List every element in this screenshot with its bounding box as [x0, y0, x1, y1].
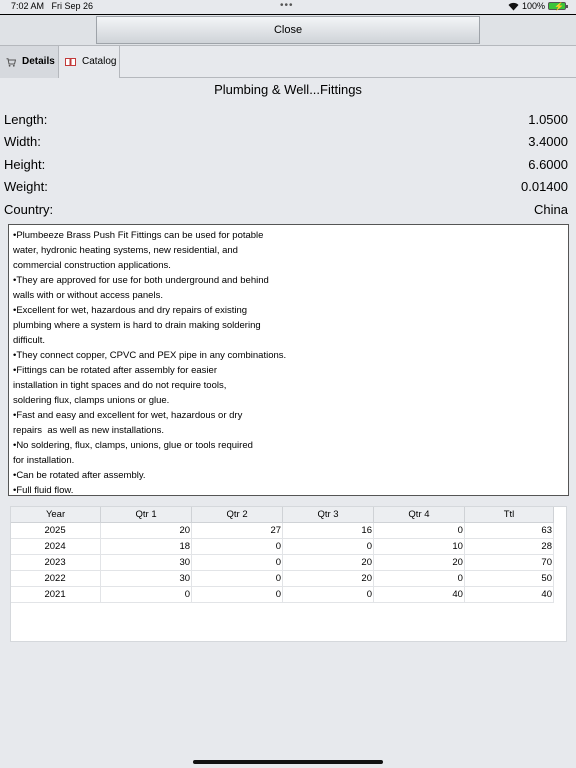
table-cell: 20: [374, 555, 465, 571]
battery-percent: 100%: [521, 1, 545, 11]
close-button[interactable]: Close: [96, 16, 480, 44]
table-row[interactable]: [11, 523, 554, 539]
table-cell: 63: [464, 523, 553, 539]
table-cell: 2023: [11, 555, 101, 571]
spec-value: 6.6000: [528, 157, 568, 172]
status-time-value: 7:02 AM: [11, 1, 45, 11]
description-line: installation in tight spaces and do not require tools,: [13, 380, 227, 391]
status-time: [11, 0, 93, 12]
table-cell: 0: [192, 571, 283, 587]
table-cell: 0: [192, 555, 283, 571]
spec-value: China: [534, 202, 568, 217]
table-cell: 0: [283, 587, 374, 603]
status-bar: [0, 0, 576, 12]
table-cell: 0: [192, 539, 283, 555]
table-cell: 2025: [11, 523, 101, 539]
table-cell: 16: [283, 523, 374, 539]
tab-catalog[interactable]: [59, 46, 120, 78]
wifi-icon: [508, 2, 519, 11]
cart-icon: [6, 58, 16, 67]
description-line: •Excellent for wet, hazardous and dry repairs of existing: [13, 305, 248, 316]
description-line: for installation.: [13, 455, 75, 466]
toolbar: [0, 14, 576, 46]
table-cell: 0: [374, 571, 465, 587]
description-line: •Plumbeeze Brass Push Fit Fittings can be used for potable: [13, 230, 264, 241]
spec-value: 0.01400: [521, 179, 568, 194]
table-cell: 70: [464, 555, 553, 571]
home-indicator[interactable]: [193, 760, 383, 764]
description-line: •They connect copper, CPVC and PEX pipe in any combinations.: [13, 350, 287, 361]
description-line: •No soldering, flux, clamps, unions, glue or tools required: [13, 440, 253, 451]
spec-row-country: [4, 202, 568, 222]
description-line: •Fast and easy and excellent for wet, hazardous or dry: [13, 410, 243, 421]
table-cell: 0: [101, 587, 192, 603]
spec-value: 1.0500: [528, 112, 568, 127]
table-cell: 20: [283, 571, 374, 587]
status-date: Fri Sep 26: [51, 1, 94, 11]
table-cell: 28: [464, 539, 553, 555]
status-right: [508, 0, 566, 12]
page-title: Plumbing & Well...Fittings: [214, 82, 362, 97]
table-cell: 30: [101, 571, 192, 587]
table-cell: 40: [464, 587, 553, 603]
tab-details[interactable]: [0, 46, 59, 78]
table-cell: 2024: [11, 539, 101, 555]
table-row[interactable]: [11, 555, 554, 571]
spec-row-width: [4, 134, 568, 154]
description-line: plumbing where a system is hard to drain making soldering: [13, 320, 261, 331]
table-cell: 0: [374, 523, 465, 539]
multitasking-dots-icon[interactable]: •••: [280, 0, 294, 11]
spec-label: Length:: [4, 112, 48, 127]
description-line: soldering flux, clamps unions or glue.: [13, 395, 170, 406]
spec-row-weight: [4, 179, 568, 199]
table-cell: 30: [101, 555, 192, 571]
description-line: •They are approved for use for both underground and behind: [13, 275, 269, 286]
description-line: repairs as well as new installations.: [13, 425, 165, 436]
table-row[interactable]: [11, 587, 554, 603]
column-header-qtr2[interactable]: Qtr 2: [192, 507, 283, 523]
table-cell: 0: [192, 587, 283, 603]
description-line: •Full fluid flow.: [13, 485, 74, 496]
spec-label: Width:: [4, 134, 41, 149]
description-line: water, hydronic heating systems, new residential, and: [13, 245, 238, 256]
description-line: walls with or without access panels.: [13, 290, 163, 301]
column-header-qtr4[interactable]: Qtr 4: [374, 507, 465, 523]
spec-row-height: [4, 157, 568, 177]
table-row[interactable]: [11, 571, 554, 587]
column-header-qtr3[interactable]: Qtr 3: [283, 507, 374, 523]
tab-bar: [0, 46, 576, 78]
tab-catalog-label: Catalog: [82, 56, 117, 67]
table-cell: 0: [283, 539, 374, 555]
table-cell: 50: [464, 571, 553, 587]
column-header-year[interactable]: Year: [11, 507, 101, 523]
spec-label: Weight:: [4, 179, 48, 194]
table-cell: 27: [192, 523, 283, 539]
table-cell: 40: [374, 587, 465, 603]
column-header-qtr1[interactable]: Qtr 1: [101, 507, 192, 523]
sales-table: [11, 507, 554, 603]
table-cell: 20: [283, 555, 374, 571]
description-line: commercial construction applications.: [13, 260, 171, 271]
column-header-total[interactable]: Ttl: [464, 507, 553, 523]
table-cell: 20: [101, 523, 192, 539]
book-icon: [65, 58, 76, 66]
table-cell: 18: [101, 539, 192, 555]
table-cell: 10: [374, 539, 465, 555]
spec-label: Country:: [4, 202, 54, 217]
table-row[interactable]: [11, 539, 554, 555]
spec-row-length: [4, 112, 568, 132]
description-line: •Can be rotated after assembly.: [13, 470, 146, 481]
description-line: •Fittings can be rotated after assembly for easier: [13, 365, 217, 376]
table-header-row: [11, 507, 554, 523]
table-cell: 2021: [11, 587, 101, 603]
table-cell: 2022: [11, 571, 101, 587]
description-line: difficult.: [13, 335, 46, 346]
description-textbox[interactable]: [8, 224, 569, 496]
battery-icon: ⚡: [548, 2, 566, 10]
sales-history-panel[interactable]: [10, 506, 567, 642]
tab-details-label: Details: [22, 56, 55, 67]
spec-label: Height:: [4, 157, 46, 172]
spec-value: 3.4000: [528, 134, 568, 149]
